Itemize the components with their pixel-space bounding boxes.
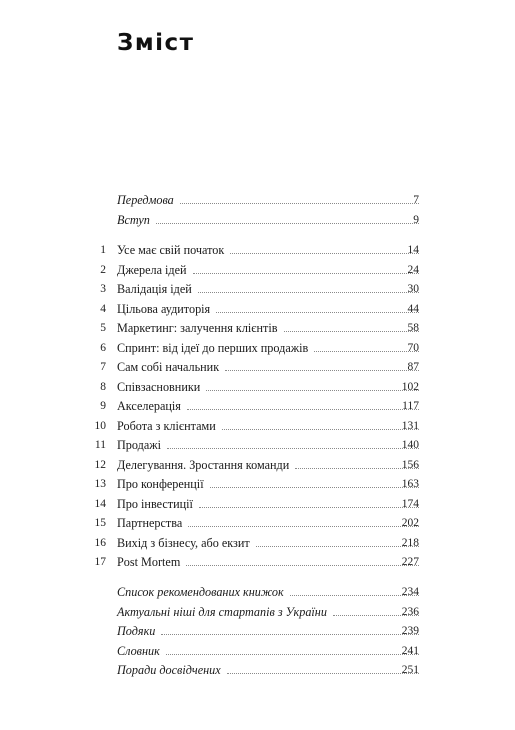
toc-item-page: 234 xyxy=(401,586,419,598)
chapter-number: 12 xyxy=(94,458,106,471)
toc-chapter[interactable] xyxy=(0,262,515,278)
chapter-number: 3 xyxy=(100,283,106,295)
toc-chapter[interactable] xyxy=(0,359,515,375)
toc-chapter[interactable] xyxy=(0,301,515,317)
chapter-page: 44 xyxy=(407,302,419,315)
toc-item-reading-list[interactable] xyxy=(0,584,515,600)
toc-chapter[interactable] xyxy=(0,437,515,453)
chapter-page: 117 xyxy=(402,400,419,412)
toc-item-preface[interactable] xyxy=(0,192,515,208)
chapter-number: 4 xyxy=(100,302,106,315)
toc-chapter[interactable] xyxy=(0,340,515,356)
chapter-title: Спринт: від ідеї до перших продажів xyxy=(117,340,309,355)
toc-chapter[interactable] xyxy=(0,457,515,473)
chapter-number: 17 xyxy=(94,556,106,568)
toc-chapter[interactable] xyxy=(0,281,515,297)
toc-item-label: Словник xyxy=(117,643,160,658)
chapter-title: Валідація ідей xyxy=(117,282,192,296)
toc-item-label: Передмова xyxy=(117,193,174,207)
chapter-page: 14 xyxy=(407,244,419,256)
chapter-page: 102 xyxy=(401,380,419,393)
chapter-title: Усе має свій початок xyxy=(117,243,225,257)
chapter-number: 16 xyxy=(94,536,106,549)
toc-chapter[interactable] xyxy=(0,418,515,434)
chapter-title: Сам собі начальник xyxy=(117,360,220,374)
chapter-page: 70 xyxy=(407,341,419,354)
page-title: Зміст xyxy=(117,30,195,56)
chapter-page: 156 xyxy=(401,458,419,471)
chapter-page: 131 xyxy=(401,419,419,432)
chapter-page: 202 xyxy=(401,517,419,529)
chapter-number: 7 xyxy=(100,361,106,373)
toc-chapter[interactable] xyxy=(0,515,515,531)
chapter-number: 8 xyxy=(100,380,106,393)
chapter-title: Делегування. Зростання команди xyxy=(117,457,290,472)
toc-item-page: 251 xyxy=(401,664,419,676)
toc-item-page: 236 xyxy=(401,605,419,618)
chapter-page: 174 xyxy=(401,497,419,510)
chapter-page: 163 xyxy=(401,478,419,490)
chapter-title: Партнерства xyxy=(117,516,183,530)
toc-item-label: Список рекомендованих книжок xyxy=(117,585,284,599)
chapter-page: 30 xyxy=(407,283,419,295)
toc-item-niches[interactable] xyxy=(0,604,515,620)
chapter-title: Акселерація xyxy=(117,399,181,413)
toc-chapter[interactable] xyxy=(0,242,515,258)
chapter-title: Вихід з бізнесу, або екзит xyxy=(117,535,250,550)
chapter-page: 58 xyxy=(407,322,419,334)
chapter-title: Post Mortem xyxy=(117,555,181,569)
toc-item-page: 241 xyxy=(401,644,419,657)
chapter-number: 1 xyxy=(100,244,106,256)
chapter-title: Про конференції xyxy=(117,477,204,491)
chapter-title: Про інвестиції xyxy=(117,496,193,511)
chapter-number: 5 xyxy=(100,322,106,334)
toc-item-introduction[interactable] xyxy=(0,212,515,228)
chapter-title: Цільова аудиторія xyxy=(117,301,211,316)
toc-item-page: 7 xyxy=(413,194,419,206)
chapter-number: 6 xyxy=(100,341,106,354)
toc-chapter[interactable] xyxy=(0,320,515,336)
toc-item-label: Подяки xyxy=(117,624,156,638)
toc-chapter[interactable] xyxy=(0,496,515,512)
chapter-number: 2 xyxy=(100,263,106,276)
chapter-title: Маркетинг: залучення клієнтів xyxy=(117,321,278,335)
toc-item-page: 239 xyxy=(401,625,419,637)
chapter-page: 24 xyxy=(407,263,419,276)
chapter-title: Джерела ідей xyxy=(117,262,187,277)
toc-item-label: Вступ xyxy=(117,213,150,227)
toc-item-glossary[interactable] xyxy=(0,643,515,659)
chapter-title: Продажі xyxy=(117,438,162,452)
chapter-title: Робота з клієнтами xyxy=(117,418,216,433)
chapter-number: 14 xyxy=(94,497,106,510)
toc-item-label: Актуальні ніші для стартапів з України xyxy=(117,604,327,619)
toc-item-acknowledgements[interactable] xyxy=(0,623,515,639)
toc-item-label: Поради досвідчених xyxy=(117,663,221,677)
toc-chapter[interactable] xyxy=(0,476,515,492)
chapter-number: 9 xyxy=(100,400,106,412)
toc-item-page: 9 xyxy=(413,214,419,226)
toc-item-advice[interactable] xyxy=(0,662,515,678)
chapter-page: 218 xyxy=(401,536,419,549)
toc-chapter[interactable] xyxy=(0,398,515,414)
toc-chapter[interactable] xyxy=(0,535,515,551)
chapter-title: Співзасновники xyxy=(117,379,201,394)
toc-chapter[interactable] xyxy=(0,379,515,395)
chapter-page: 227 xyxy=(401,556,419,568)
chapter-page: 140 xyxy=(401,439,419,451)
chapter-number: 11 xyxy=(94,439,106,451)
chapter-number: 13 xyxy=(94,478,106,490)
chapter-number: 10 xyxy=(94,419,106,432)
chapter-number: 15 xyxy=(94,517,106,529)
chapter-page: 87 xyxy=(407,361,419,373)
toc-chapter[interactable] xyxy=(0,554,515,570)
